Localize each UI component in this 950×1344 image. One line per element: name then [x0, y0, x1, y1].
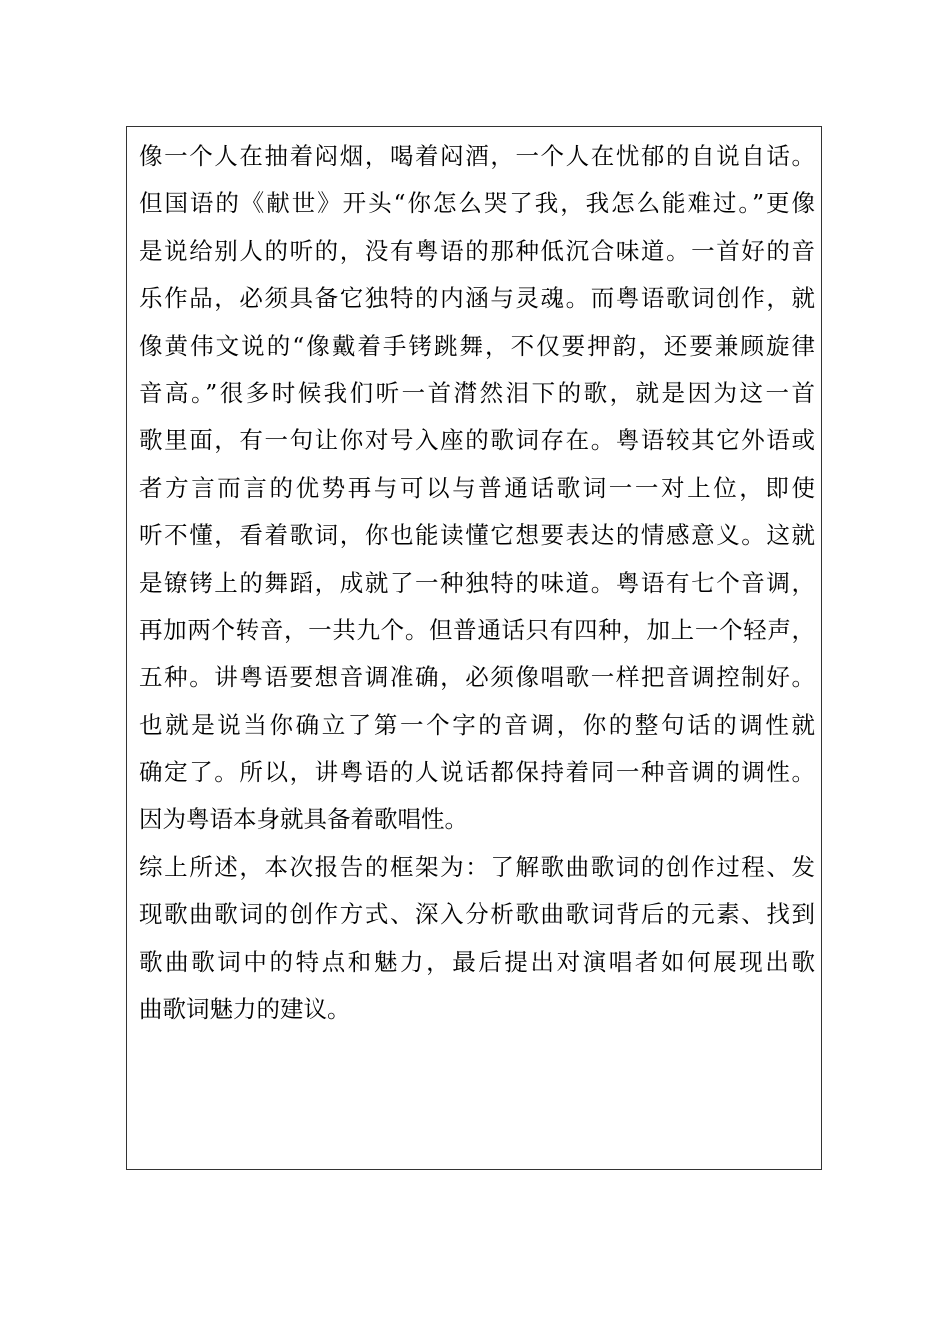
text-line: 者方言而言的优势再与可以与普通话歌词一一对上位，即使 — [139, 473, 815, 502]
text-frame — [126, 126, 822, 1170]
text-line: 像一个人在抽着闷烟，喝着闷酒，一个人在忧郁的自说自话。 — [139, 142, 815, 170]
text-line: 但国语的《献世》开头“你怎么哭了我，我怎么能难过。”更像 — [139, 189, 815, 218]
text-line: 综上所述，本次报告的框架为：了解歌曲歌词的创作过程、发 — [139, 852, 815, 881]
text-line: 五种。讲粤语要想音调准确，必须像唱歌一样把音调控制好。 — [139, 663, 815, 692]
text-line: 歌曲歌词中的特点和魅力，最后提出对演唱者如何展现出歌 — [139, 947, 815, 976]
text-line: 像黄伟文说的“像戴着手铐跳舞，不仅要押韵，还要兼顾旋律 — [139, 331, 815, 360]
text-line: 是镣铐上的舞蹈，成就了一种独特的味道。粤语有七个音调， — [139, 568, 815, 597]
text-line: 也就是说当你确立了第一个字的音调，你的整句话的调性就 — [139, 710, 815, 739]
text-line: 确定了。所以，讲粤语的人说话都保持着同一种音调的调性。 — [139, 758, 815, 787]
text-line: 再加两个转音，一共九个。但普通话只有四种，加上一个轻声， — [139, 615, 815, 644]
text-line: 曲歌词魅力的建议。 — [139, 995, 351, 1024]
text-line: 是说给别人的听的，没有粤语的那种低沉合味道。一首好的音 — [139, 236, 815, 265]
text-line: 乐作品，必须具备它独特的内涵与灵魂。而粤语歌词创作，就 — [139, 284, 815, 313]
text-line: 音高。”很多时候我们听一首潸然泪下的歌，就是因为这一首 — [139, 378, 815, 407]
text-line: 现歌曲歌词的创作方式、深入分析歌曲歌词背后的元素、找到 — [139, 900, 815, 929]
text-line: 听不懂，看着歌词，你也能读懂它想要表达的情感意义。这就 — [139, 521, 815, 550]
text-line: 歌里面，有一句让你对号入座的歌词存在。粤语较其它外语或 — [139, 426, 815, 455]
body-text — [139, 133, 815, 1033]
text-line: 因为粤语本身就具备着歌唱性。 — [139, 805, 468, 834]
